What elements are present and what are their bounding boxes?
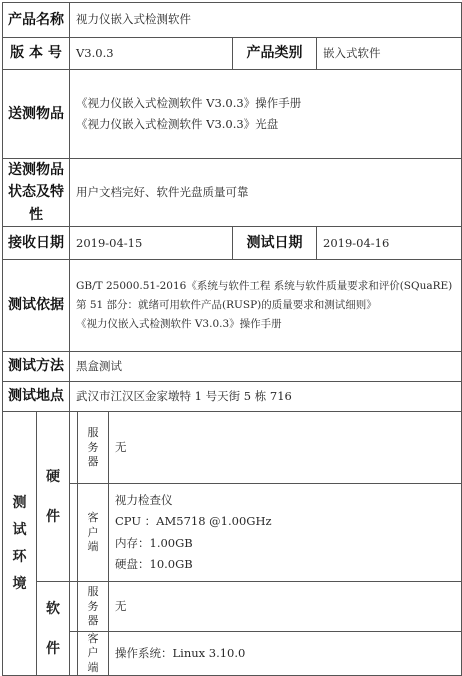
row-sample-status	[3, 159, 462, 227]
sample-status-value: 用户文档完好、软件光盘质量可靠	[70, 159, 462, 227]
sample-status-label-line1: 送测物品	[8, 162, 64, 178]
row-software-server	[3, 582, 462, 632]
sample-item: 《视力仪嵌入式检测软件 V3.0.3》光盘	[76, 117, 279, 131]
environment-label: 测 试 环 境	[3, 412, 37, 676]
product-name-label: 产品名称	[3, 3, 70, 38]
test-basis-line: 第 51 部分：就绪可用软件产品(RUSP)的质量要求和测试细则》	[76, 298, 377, 311]
samples-label: 送测物品	[3, 70, 70, 159]
spacer-cell	[70, 632, 78, 676]
test-method-label: 测试方法	[3, 352, 70, 382]
hardware-client-line: 硬盘：10.0GB	[115, 556, 193, 571]
test-basis-label: 测试依据	[3, 260, 70, 352]
hardware-server-value: 无	[109, 412, 462, 484]
test-location-label: 测试地点	[3, 382, 70, 412]
category-value: 嵌入式软件	[317, 38, 462, 70]
sample-status-label-line2: 状态及特性	[8, 184, 64, 223]
hardware-client-line: 内存：1.00GB	[115, 535, 193, 550]
test-basis-value	[70, 260, 462, 352]
hardware-client-line: 视力检查仪	[115, 493, 173, 508]
row-dates	[3, 227, 462, 260]
row-test-location	[3, 382, 462, 412]
row-samples	[3, 70, 462, 159]
hardware-label: 硬 件	[37, 412, 70, 582]
category-label: 产品类别	[233, 38, 317, 70]
row-version	[3, 38, 462, 70]
hardware-server-label: 服 务 器	[78, 412, 109, 484]
test-basis-line: GB/T 25000.51-2016《系统与软件工程 系统与软件质量要求和评价(SQuaRE)	[76, 279, 453, 292]
samples-value	[70, 70, 462, 159]
test-basis-line: 《视力仪嵌入式检测软件 V3.0.3》操作手册	[76, 318, 282, 331]
test-method-value: 黑盒测试	[70, 352, 462, 382]
row-hardware-server	[3, 412, 462, 484]
version-value: V3.0.3	[70, 38, 233, 70]
version-label: 版 本 号	[3, 38, 70, 70]
hardware-client-value	[109, 484, 462, 582]
sample-status-label	[3, 159, 70, 227]
spacer-cell	[70, 582, 78, 632]
spacer-cell	[70, 412, 78, 484]
software-server-label: 服 务 器	[78, 582, 109, 632]
row-hardware-client	[3, 484, 462, 582]
test-location-value: 武汉市江汉区金家墩特 1 号天街 5 栋 716	[70, 382, 462, 412]
sample-item: 《视力仪嵌入式检测软件 V3.0.3》操作手册	[76, 95, 302, 110]
software-client-value: 操作系统：Linux 3.10.0	[109, 632, 462, 676]
row-test-method	[3, 352, 462, 382]
spacer-cell	[70, 484, 78, 582]
row-software-client	[3, 632, 462, 676]
receive-date-label: 接收日期	[3, 227, 70, 260]
test-date-label: 测试日期	[233, 227, 317, 260]
hardware-client-label: 客 户 端	[78, 484, 109, 582]
row-test-basis	[3, 260, 462, 352]
test-date-value: 2019-04-16	[317, 227, 462, 260]
software-client-label: 客 户 端	[78, 632, 109, 676]
software-server-value: 无	[109, 582, 462, 632]
product-name-value: 视力仪嵌入式检测软件	[70, 3, 462, 38]
receive-date-value: 2019-04-15	[70, 227, 233, 260]
row-product-name	[3, 3, 462, 38]
test-info-form	[2, 2, 462, 676]
software-label: 软 件	[37, 582, 70, 676]
hardware-client-line: CPU ：AM5718 @1.00GHz	[115, 514, 272, 529]
